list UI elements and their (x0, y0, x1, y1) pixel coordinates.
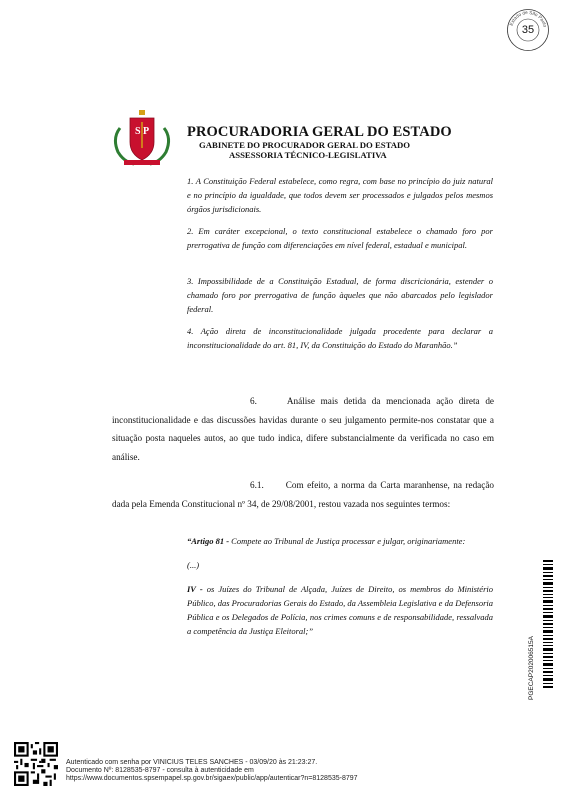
article-heading: “Artigo 81 - (187, 536, 230, 546)
article-quote (187, 534, 493, 638)
svg-text:S: S (135, 126, 141, 137)
qr-code-icon (14, 742, 58, 786)
coat-of-arms-icon (110, 108, 174, 168)
footer-authentication-link[interactable]: https://www.documentos.spsempapel.sp.gov.br/sigaex/public/app/autenticar?n=8128535-8797 (66, 775, 358, 783)
footer-line-2: Documento Nº: 8128535-8797 - consulta à autenticidade em (66, 767, 254, 775)
ementa-item-2: 2. Em caráter excepcional, o texto constitucional estabelece o chamado foro por prerrogativa de função com diferenciações em nível federal, estadual e municipal. (187, 226, 493, 250)
agency-subtitle-1: GABINETE DO PROCURADOR GERAL DO ESTADO (199, 140, 411, 150)
footer-line-1: Autenticado com senha por VINICIUS TELES SANCHES - 03/09/20 às 21:23:27. (66, 759, 318, 766)
paragraph-text: Com efeito, a norma da Carta maranhense, na redação dada pela Emenda Constitucional nº 34, de 29/08/2001, restou vazada nos seguintes termos: (112, 480, 494, 509)
ementa-item-4: 4. Ação direta de inconstitucionalidade julgada procedente para declarar a inconstitucionalidade do art. 81, IV, da Constituição do Estado do Maranhão.” (187, 326, 493, 350)
page-number: 35 (521, 24, 535, 36)
page-number-seal (506, 8, 550, 52)
seal-text: Estado de São Paulo (508, 9, 548, 28)
agency-subtitle-2: ASSESSORIA TÉCNICO-LEGISLATIVA (229, 150, 387, 160)
authentication-footer (66, 759, 358, 784)
paragraph-6-1 (112, 476, 494, 513)
paragraph-number: 6.1. (250, 480, 264, 490)
barcode-icon (543, 560, 553, 690)
article-item-text: os Juízes do Tribunal de Alçada, Juízes de Direito, os membros do Ministério Público, das Procuradorias Gerais do Estado, da Assembleia Legislativa e da Defensoria Pública e os Delegados de Polícia, nos crimes comuns e de responsabilidade, ressalvada a competência da Justiça Eleitoral;” (187, 584, 493, 636)
agency-title: PROCURADORIA GERAL DO ESTADO (187, 124, 452, 140)
barcode-text: PGECAP202006515A (528, 636, 535, 700)
article-heading-text: Compete ao Tribunal de Justiça processar e julgar, originariamente: (229, 536, 466, 546)
svg-text:P: P (143, 126, 150, 137)
paragraph-number: 6. (250, 396, 257, 406)
paragraph-6 (112, 392, 494, 466)
ementa-item-3: 3. Impossibilidade de a Constituição Estadual, de forma discricionária, estender o chamado foro por prerrogativa de função àqueles que não abarcados pelo legislador federal. (187, 276, 493, 314)
paragraph-text: Análise mais detida da mencionada ação direta de inconstitucionalidade e das discussões havidas durante o seu julgamento permite-nos constatar que a situação posta naqueles autos, ao que tudo indica, difere substancialmente da verificada no caso em análise. (112, 396, 494, 462)
letterhead (187, 124, 487, 160)
article-item-label: IV - (187, 584, 203, 594)
ementa-item-1: 1. A Constituição Federal estabelece, como regra, com base no princípio do juiz natural e no princípio da igualdade, que todos devem ser processados e julgados pelos mesmos órgãos jurisdicionais. (187, 176, 493, 214)
article-ellipsis: (...) (187, 560, 200, 570)
